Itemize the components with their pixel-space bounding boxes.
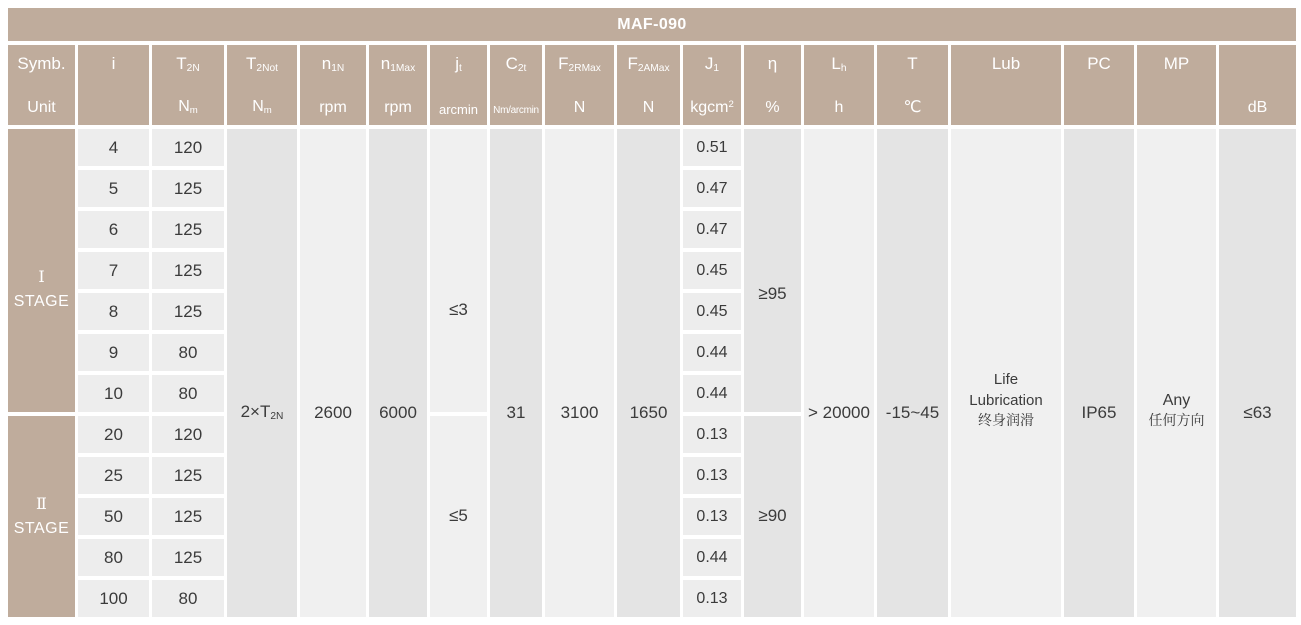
t2n-value: 80 [152, 375, 224, 412]
header-f2rmax [545, 45, 614, 125]
t-unit: ℃ [903, 99, 922, 116]
n1max-value: 6000 [369, 129, 427, 617]
j1-value: 0.13 [683, 457, 741, 494]
t2n-value: 125 [152, 293, 224, 330]
header-t [877, 45, 948, 125]
j1-unit: kgcm$^2$ [690, 99, 734, 116]
spec-table [8, 8, 1296, 617]
j1-value: 0.45 [683, 252, 741, 289]
f2amax-unit: N [642, 99, 655, 116]
t2n-value: 125 [152, 170, 224, 207]
unit-label: Unit [27, 99, 56, 116]
f2rmax-value: 3100 [545, 129, 614, 617]
header-j1 [683, 45, 741, 125]
stage-2-label [8, 416, 75, 617]
t2n-symbol: $T_{2N}$ [176, 54, 200, 75]
header-pc [1064, 45, 1134, 125]
header-t2not [227, 45, 297, 125]
j1-value: 0.44 [683, 539, 741, 576]
i-value: 50 [78, 498, 149, 535]
c2t-unit: Nm/arcmin [493, 105, 539, 116]
n1max-symbol: $n_{1Max}$ [380, 54, 416, 75]
c2t-symbol: $C_{2t}$ [505, 54, 527, 75]
table-title: MAF-090 [8, 8, 1296, 41]
jt-value-stage1: ≤3 [430, 129, 487, 412]
eta-value-stage1: ≥95 [744, 129, 801, 412]
t2n-value: 125 [152, 539, 224, 576]
f2amax-symbol: $F_{2AMax}$ [627, 54, 670, 75]
t2n-value: 125 [152, 252, 224, 289]
t2n-value: 120 [152, 416, 224, 453]
t2n-value: 80 [152, 580, 224, 617]
header-n1n [300, 45, 366, 125]
i-value: 4 [78, 129, 149, 166]
header-lub [951, 45, 1061, 125]
eta-value-stage2: ≥90 [744, 416, 801, 617]
i-value: 25 [78, 457, 149, 494]
j1-value: 0.13 [683, 580, 741, 617]
i-value: 7 [78, 252, 149, 289]
n1n-value: 2600 [300, 129, 366, 617]
j1-value: 0.44 [683, 334, 741, 371]
lub-value: Life Lubrication 终身润滑 [951, 129, 1061, 617]
jt-symbol: $j_t$ [455, 54, 462, 75]
f2rmax-symbol: $F_{2RMax}$ [558, 54, 601, 75]
header-i [78, 45, 149, 125]
t2not-value: $2\times T_{2N}$ [227, 129, 297, 617]
eta-symbol: η [767, 54, 778, 73]
jt-unit: arcmin [438, 102, 478, 117]
j1-symbol: $J_1$ [704, 54, 720, 75]
lh-unit: h [834, 99, 844, 116]
eta-unit: % [765, 99, 780, 116]
j1-value: 0.13 [683, 416, 741, 453]
header-symb-unit [8, 45, 75, 125]
i-symbol: i [111, 54, 116, 73]
t2n-value: 125 [152, 457, 224, 494]
n1n-unit: rpm [319, 99, 347, 116]
c2t-value: 31 [490, 129, 542, 617]
t2not-unit: $N_m$ [252, 98, 272, 117]
header-c2t [490, 45, 542, 125]
header-f2amax [617, 45, 680, 125]
lh-value: > 20000 [804, 129, 874, 617]
pc-value: IP65 [1064, 129, 1134, 617]
db-value: ≤63 [1219, 129, 1296, 617]
j1-value: 0.51 [683, 129, 741, 166]
lub-symbol: Lub [991, 54, 1021, 73]
header-lh [804, 45, 874, 125]
jt-value-stage2: ≤5 [430, 416, 487, 617]
t-value: -15~45 [877, 129, 948, 617]
symb-label: Symb. [17, 54, 66, 73]
stage-1-numeral: Ⅰ [38, 266, 45, 286]
i-value: 5 [78, 170, 149, 207]
j1-value: 0.47 [683, 170, 741, 207]
lh-symbol: $L_h$ [831, 54, 847, 75]
t2n-value: 80 [152, 334, 224, 371]
header-eta [744, 45, 801, 125]
f2amax-value: 1650 [617, 129, 680, 617]
header-jt [430, 45, 487, 125]
j1-value: 0.13 [683, 498, 741, 535]
i-value: 100 [78, 580, 149, 617]
mp-symbol: MP [1163, 54, 1190, 73]
t2n-value: 120 [152, 129, 224, 166]
i-value: 20 [78, 416, 149, 453]
pc-symbol: PC [1087, 54, 1111, 73]
header-mp [1137, 45, 1216, 125]
j1-value: 0.45 [683, 293, 741, 330]
stage-2-word: STAGE [13, 519, 70, 537]
stage-1-word: STAGE [13, 292, 70, 310]
f2rmax-unit: N [573, 99, 586, 116]
header-n1max [369, 45, 427, 125]
n1n-symbol: $n_{1N}$ [321, 54, 345, 75]
db-unit: dB [1247, 99, 1268, 116]
mp-value: Any 任何方向 [1137, 129, 1216, 617]
i-value: 80 [78, 539, 149, 576]
j1-value: 0.47 [683, 211, 741, 248]
i-value: 8 [78, 293, 149, 330]
i-value: 10 [78, 375, 149, 412]
header-t2n [152, 45, 224, 125]
header-db [1219, 45, 1296, 125]
i-value: 9 [78, 334, 149, 371]
t-symbol: T [907, 54, 918, 73]
j1-value: 0.44 [683, 375, 741, 412]
t2not-symbol: $T_{2Not}$ [246, 54, 278, 75]
t2n-unit: $N_m$ [178, 98, 198, 117]
i-value: 6 [78, 211, 149, 248]
stage-1-label [8, 129, 75, 412]
t2n-value: 125 [152, 498, 224, 535]
n1max-unit: rpm [384, 99, 412, 116]
stage-2-numeral: Ⅱ [36, 493, 47, 513]
t2n-value: 125 [152, 211, 224, 248]
